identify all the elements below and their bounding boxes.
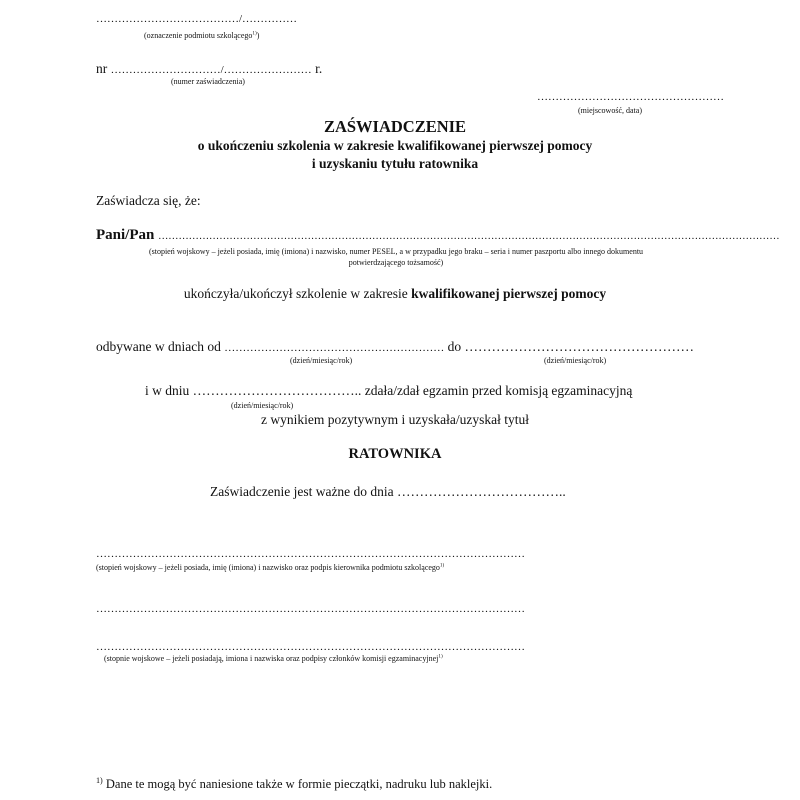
validity-prefix: Zaświadczenie jest ważne do dnia [210, 484, 394, 499]
certify-text: Zaświadcza się, że: [96, 193, 201, 208]
footnote-ref: 1) [252, 30, 257, 37]
completed-training-scope: kwalifikowanej pierwszej pomocy [411, 286, 607, 301]
document-subtitle-line-2: i uzyskaniu tytułu ratownika [311, 156, 479, 171]
training-entity-caption: (oznaczenie podmiotu szkolącego$^{1)}$) [144, 30, 260, 40]
certificate-number-suffix: r. [315, 61, 323, 76]
exam-date-dots: ……………………………….. [192, 383, 362, 398]
date-from-caption: (dzień/miesiąc/rok) [290, 356, 353, 365]
exam-suffix: zdała/zdał egzamin przed komisją egzaminacyjną [364, 383, 633, 398]
certificate-number-dots: …………………………/…………………… [110, 64, 312, 76]
training-entity-caption-text: (oznaczenie podmiotu szkolącego [144, 31, 253, 40]
certificate-number-line [96, 61, 322, 77]
training-dates-to-label: do [447, 339, 462, 354]
person-caption-line-2: potwierdzającego tożsamość) [348, 258, 444, 267]
person-label: Pani/Pan [96, 227, 155, 243]
footnote-marker: 1) [96, 775, 103, 785]
document-subtitle-line-1: o ukończeniu szkolenia w zakresie kwalifikowanej pierwszej pomocy [197, 138, 593, 153]
result-line: z wynikiem pozytywnym i uzyskała/uzyskał tytuł [260, 412, 530, 427]
commission-signature-dots-1: ……………………………………………………………………………………………………… [96, 603, 525, 615]
ratownik-title: RATOWNIKA [348, 446, 442, 462]
training-dates-line [96, 339, 694, 355]
commission-signature-dots-2: ……………………………………………………………………………………………………… [96, 641, 525, 653]
certificate-number-caption: (numer zaświadczenia) [171, 77, 245, 86]
completed-training-text: ukończyła/ukończył szkolenie w zakresie [183, 286, 412, 301]
date-to-caption: (dzień/miesiąc/rok) [544, 356, 607, 365]
certificate-number-prefix: nr [96, 61, 108, 76]
footnote [96, 777, 492, 792]
commission-signature-caption [104, 654, 443, 663]
commission-signature-caption-text: (stopnie wojskowe – jeżeli posiadają, imiona i nazwiska oraz podpisy członków komisji egzaminacyjnej [104, 654, 439, 663]
training-date-from-dots: …………………………………………………… [224, 342, 445, 354]
completed-training-line [0, 286, 790, 302]
person-line [96, 227, 780, 244]
training-entity-dots: …………………………………/…………… [96, 13, 298, 25]
footnote-ref: 1) [438, 653, 443, 660]
footnote-text: Dane te mogą być naniesione także w formie pieczątki, nadruku lub naklejki. [105, 777, 493, 791]
place-date-caption: (miejscowość, data) [578, 106, 642, 115]
head-signature-dots: ……………………………………………………………………………………………………… [96, 548, 525, 560]
footnote-ref: 1) [439, 562, 445, 569]
exam-prefix: i w dniu [145, 383, 190, 398]
exam-line [145, 383, 632, 399]
person-dots: ………………………………………………………………………………………………………………………………………………………………… [158, 231, 780, 242]
validity-date-dots: ……………………………….. [397, 484, 566, 499]
place-date-dots: …………………………………………… [537, 91, 724, 103]
head-signature-caption-text: (stopień wojskowy – jeżeli posiada, imię (imiona) i nazwisko oraz podpis kierownika podmiotu szkolącego [96, 563, 440, 572]
person-caption-line-1: (stopień wojskowy – jeżeli posiada, imię (imiona) i nazwisko, numer PESEL, a w przypadku jego braku – seria i numer paszportu albo innego dokumentu [148, 247, 644, 256]
training-dates-prefix: odbywane w dniach od [96, 339, 221, 354]
head-signature-caption [96, 563, 444, 572]
training-date-to-dots: …………………………………………… [464, 339, 694, 354]
document-title: ZAŚWIADCZENIE [323, 117, 467, 136]
validity-line [210, 484, 566, 500]
exam-date-caption: (dzień/miesiąc/rok) [231, 401, 294, 410]
